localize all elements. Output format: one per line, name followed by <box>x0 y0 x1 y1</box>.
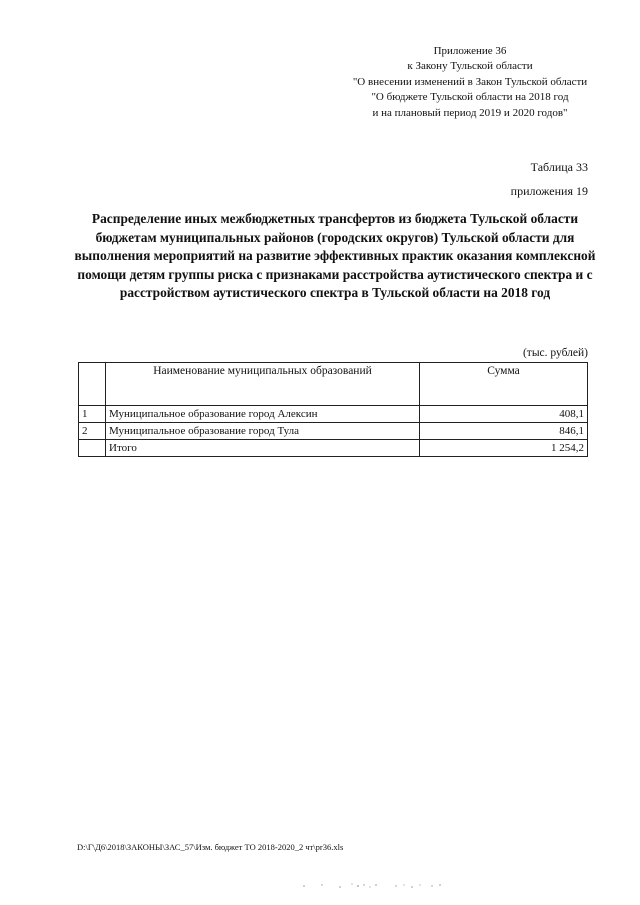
total-sum: 1 254,2 <box>420 440 588 457</box>
annex-line: "О внесении изменений в Закон Тульской области <box>352 75 588 88</box>
row-num: 2 <box>79 423 106 440</box>
row-num: 1 <box>79 406 106 423</box>
row-sum: 408,1 <box>420 406 588 423</box>
total-num <box>79 440 106 457</box>
table-total-row <box>79 440 588 457</box>
annex-line: и на плановый период 2019 и 2020 годов" <box>372 106 568 119</box>
annex-line: "О бюджете Тульской области на 2018 год <box>371 91 569 104</box>
annex-line: Приложение 36 <box>433 45 507 57</box>
header-num <box>79 363 106 406</box>
table-row <box>79 423 588 440</box>
header-name: Наименование муниципальных образований <box>106 363 420 406</box>
annex-line: к Закону Тульской области <box>407 60 533 73</box>
total-label: Итого <box>106 440 420 457</box>
file-path-footer: D:\Г\Д6\2018\ЗАКОНЫ\ЗАС_57\Изм. бюджет ТО 2018-2020_2 чт\pr36.xls <box>77 842 344 852</box>
table-row <box>79 406 588 423</box>
row-name: Муниципальное образование город Тула <box>106 423 420 440</box>
annex-header <box>330 44 610 121</box>
header-sum: Сумма <box>420 363 588 406</box>
scan-artifact <box>300 880 450 892</box>
transfers-table <box>78 362 588 457</box>
units-label: (тыс. рублей) <box>522 347 588 359</box>
table-reference <box>511 155 588 203</box>
table-number: Таблица 33 <box>530 160 588 174</box>
document-title: Распределение иных межбюджетных трансфертов из бюджета Тульской области бюджетам муниципальных районов (городских округов) Тульской области для выполнения мероприятий на развитие эффективных практик оказания комплексной помощи детям группы риска с признаками расстройства аутистического спектра и с расстройством аутистического спектра в Тульской области на 2018 год <box>74 211 596 301</box>
appendix-number: приложения 19 <box>510 184 588 198</box>
table-header-row <box>79 363 588 406</box>
row-sum: 846,1 <box>420 423 588 440</box>
row-name: Муниципальное образование город Алексин <box>106 406 420 423</box>
